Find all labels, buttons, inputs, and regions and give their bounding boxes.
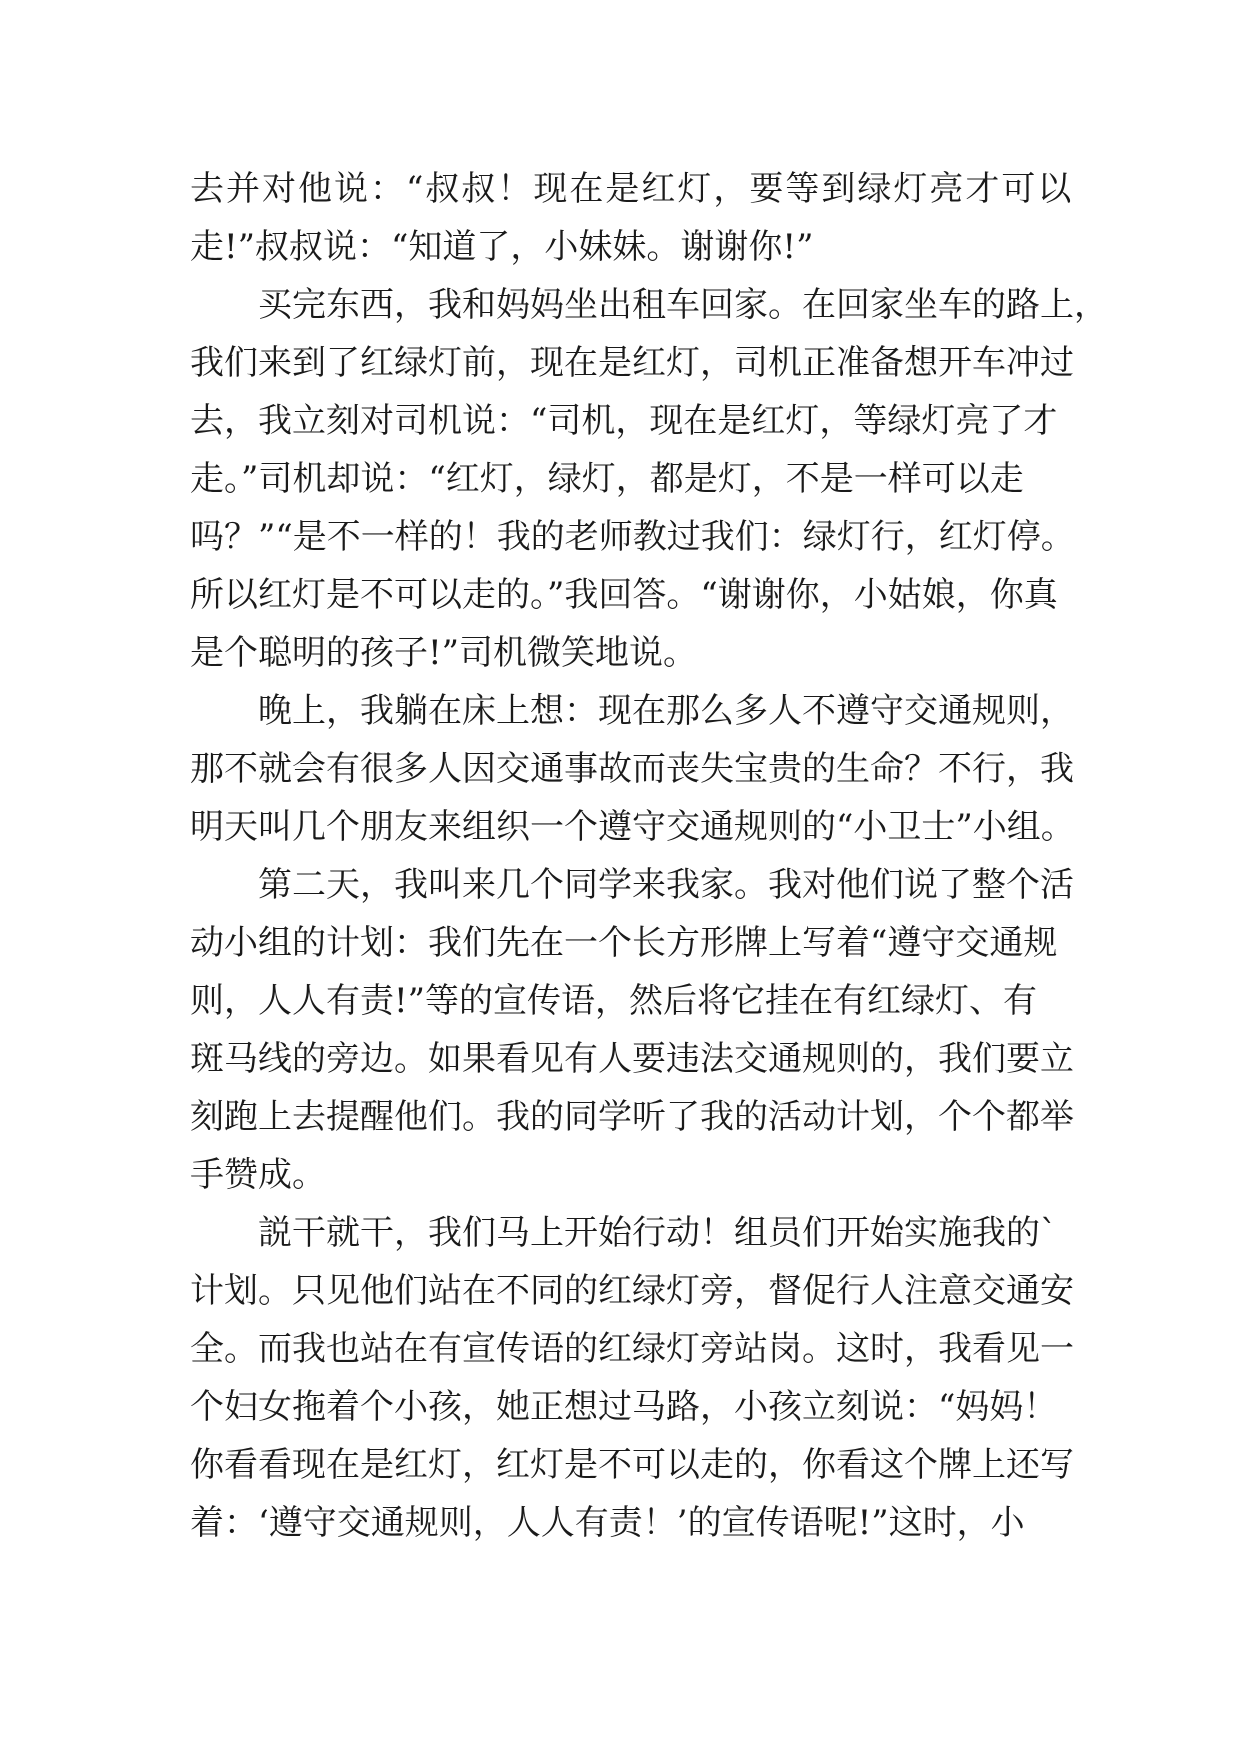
text-line: 手赞成。 — [190, 1155, 326, 1195]
text-line: 是个聪明的孩子!”司机微笑地说。 — [190, 633, 698, 673]
text-line: 走!”叔叔说：“知道了，小妹妹。谢谢你!” — [190, 227, 814, 267]
text-line: 吗？”“是不一样的！我的老师教过我们：绿灯行，红灯停。 — [190, 517, 1075, 557]
text-line: 所以红灯是不可以走的。”我回答。“谢谢你，小姑娘，你真 — [190, 575, 1058, 615]
text-line: 全。而我也站在有宣传语的红绿灯旁站岗。这时，我看见一 — [190, 1329, 1074, 1369]
text-line: 刻跑上去提醒他们。我的同学听了我的活动计划，个个都举 — [190, 1097, 1074, 1137]
text-line: 计划。只见他们站在不同的红绿灯旁，督促行人注意交通安 — [190, 1271, 1074, 1311]
text-line: 我们来到了红绿灯前，现在是红灯，司机正准备想开车冲过 — [190, 343, 1074, 383]
text-line: 动小组的计划：我们先在一个长方形牌上写着“遵守交通规 — [190, 923, 1058, 963]
document-page — [190, 160, 1108, 1552]
text-line: 去，我立刻对司机说：“司机，现在是红灯，等绿灯亮了才 — [190, 401, 1058, 441]
paragraph-start-line: 説干就干，我们马上开始行动！组员们开始实施我的` — [258, 1213, 1057, 1253]
text-line: 个妇女拖着个小孩，她正想过马路，小孩立刻说：“妈妈！ — [190, 1387, 1058, 1427]
text-line: 着：‘遵守交通规则，人人有责！’的宣传语呢!”这时，小 — [190, 1503, 1025, 1543]
text-line: 明天叫几个朋友来组织一个遵守交通规则的“小卫士”小组。 — [190, 807, 1075, 847]
text-line: 走。”司机却说：“红灯，绿灯，都是灯，不是一样可以走 — [190, 459, 1024, 499]
text-line: 你看看现在是红灯，红灯是不可以走的，你看这个牌上还写 — [190, 1445, 1074, 1485]
text-line: 斑马线的旁边。如果看见有人要违法交通规则的，我们要立 — [190, 1039, 1074, 1079]
text-line: 则，人人有责!”等的宣传语，然后将它挂在有红绿灯、有 — [190, 981, 1038, 1021]
text-line: 那不就会有很多人因交通事故而丧失宝贵的生命？不行，我 — [190, 749, 1074, 789]
paragraph-start-line: 买完东西，我和妈妈坐出租车回家。在回家坐车的路上， — [258, 285, 1108, 325]
text-line: 去并对他说：“叔叔！现在是红灯，要等到绿灯亮才可以 — [190, 169, 1074, 209]
paragraph-start-line: 第二天，我叫来几个同学来我家。我对他们说了整个活 — [258, 865, 1074, 905]
paragraph-start-line: 晚上，我躺在床上想：现在那么多人不遵守交通规则， — [258, 691, 1074, 731]
